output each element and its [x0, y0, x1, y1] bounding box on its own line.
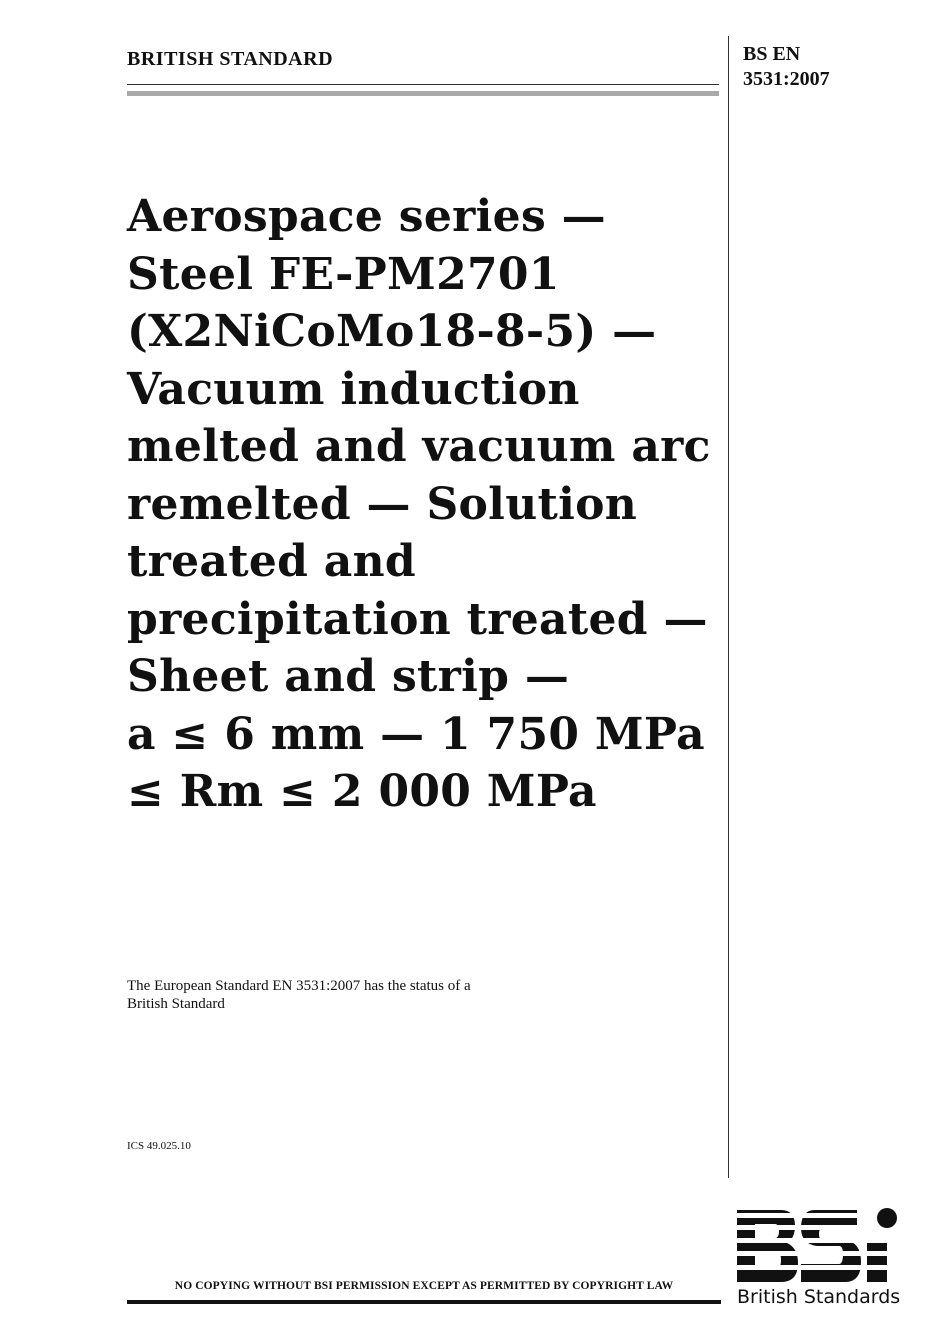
title-line: remelted — Solution: [127, 478, 638, 530]
title-line: Sheet and strip —: [127, 651, 570, 702]
title-line: precipitation treated —: [127, 593, 708, 645]
header-rule-thick: [127, 91, 719, 96]
header-label: BRITISH STANDARD: [127, 48, 334, 70]
title-line: treated and: [127, 536, 416, 587]
status-statement: [127, 977, 587, 1013]
title-line: Aerospace series —: [127, 191, 606, 242]
title-line: melted and vacuum arc: [127, 421, 711, 472]
title-line: Vacuum induction: [127, 363, 580, 415]
vertical-divider: [728, 36, 729, 1178]
document-title: [127, 188, 727, 821]
title-line: Steel FE-PM2701: [127, 248, 560, 300]
copyright-notice: NO COPYING WITHOUT BSI PERMISSION EXCEPT AS PERMITTED BY COPYRIGHT LAW: [174, 1280, 674, 1292]
bsi-logo-mark: [735, 1208, 905, 1283]
standard-number-line2: 3531:2007: [743, 68, 830, 90]
ics-code: ICS 49.025.10: [127, 1140, 191, 1152]
bsi-wordmark: British Standards: [737, 1286, 901, 1308]
title-line: (X2NiCoMo18-8-5) —: [127, 306, 657, 357]
status-line1: The European Standard EN 3531:2007 has the status of a: [127, 978, 471, 994]
standard-number: [743, 42, 893, 92]
header-rule-thin: [127, 84, 719, 85]
title-line: ≤ Rm ≤ 2 000 MPa: [127, 766, 597, 817]
standard-number-line1: BS EN: [743, 43, 801, 65]
footer-rule: [127, 1300, 721, 1304]
title-line: a ≤ 6 mm — 1 750 MPa: [127, 708, 705, 760]
status-line2: British Standard: [127, 996, 225, 1012]
